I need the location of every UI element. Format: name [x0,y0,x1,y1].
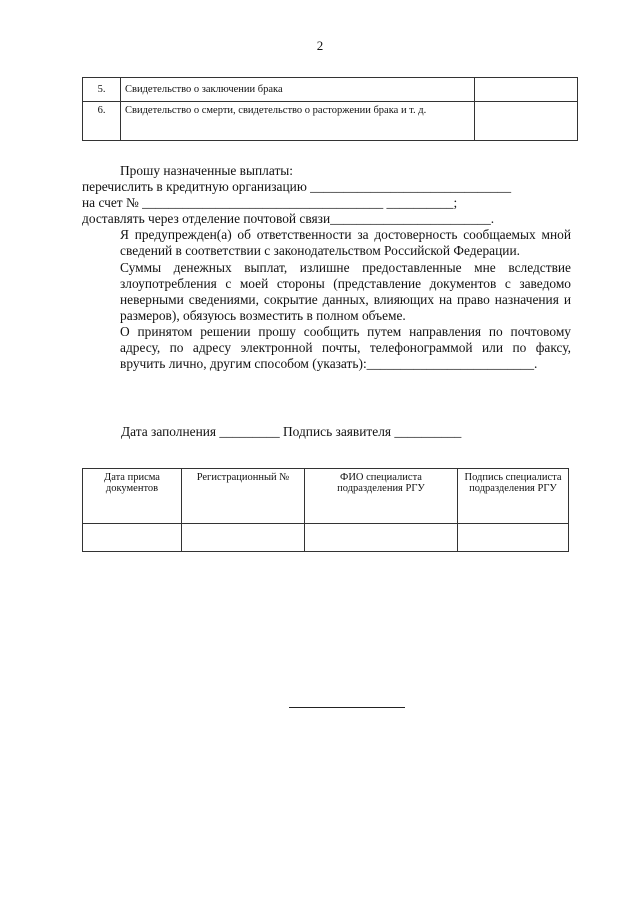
table-row [83,78,578,102]
credit-org-line: перечислить в кредитную организацию ______________________________ [82,179,512,195]
request-intro: Прошу назначенные выплаты: [120,163,294,178]
table-header-row [83,469,569,524]
responsibility-paragraph: Я предупрежден(а) об ответственности за достоверность сообщаемых мной сведений в соответствии с законодательством Российской Федерации. [120,227,571,259]
document-value-cell[interactable] [475,102,578,141]
documents-table [82,77,578,141]
post-line: доставлять через отделение почтовой связи________________________. [82,211,495,227]
row-number: 5. [83,78,121,102]
notification-paragraph: О принятом решении прошу сообщить путем направления по почтовому адресу, по адресу электронной почты, телефонограммой или по факсу, вручить лично, другим способом (указать):_________________________. [120,323,571,372]
column-header-date: Дата присма документов [83,469,182,524]
document-name: Свидетельство о заключении брака [121,78,475,102]
request-body [82,163,571,372]
reg-number-cell[interactable] [182,524,305,552]
specialist-name-cell[interactable] [305,524,458,552]
column-header-reg-number: Регистрационный № [182,469,305,524]
date-cell[interactable] [83,524,182,552]
bottom-divider [289,707,405,708]
registration-table [82,468,569,552]
page-number: 2 [316,38,324,53]
row-number: 6. [83,102,121,141]
specialist-signature-cell[interactable] [458,524,569,552]
table-row [83,524,569,552]
account-line: на счет № ____________________________________ __________; [82,195,458,211]
table-row [83,102,578,141]
column-header-specialist-name: ФИО специалиста подразделения РГУ [305,469,458,524]
signature-row: Дата заполнения _________ Подпись заявителя __________ [121,424,462,439]
column-header-specialist-signature: Подпись специалиста подразделения РГУ [458,469,569,524]
document-name: Свидетельство о смерти, свидетельство о расторжении брака и т. д. [121,102,475,141]
overpayment-paragraph: Суммы денежных выплат, излишне предоставленные мне вследствие злоупотребления с моей стороны (представление документов с заведомо неверными сведениями, сокрытие данных, влияющих на право назначения и размеров), обязуюсь возместить в полном объеме. [120,259,571,323]
document-value-cell[interactable] [475,78,578,102]
